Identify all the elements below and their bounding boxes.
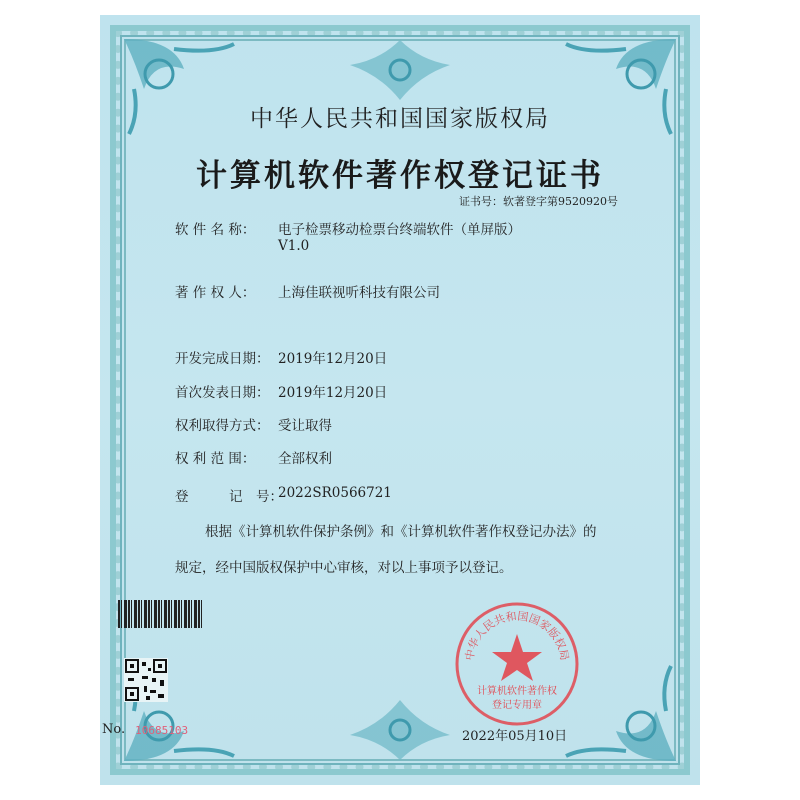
field-label: 权利取得方式： — [175, 418, 270, 434]
serial-number-label: No. — [102, 722, 126, 737]
certificate-number-value: 软著登字第9520920号 — [503, 195, 618, 208]
field-value: 2019年12月20日 — [278, 351, 388, 367]
serial-number-value: 10685103 — [135, 724, 189, 737]
field-value: 电子检票移动检票台终端软件（单屏版） — [278, 222, 521, 238]
field-development-date — [175, 347, 387, 367]
seal-top-text: 中华人民共和国国家版权局 — [462, 609, 572, 662]
seal-bottom-text-1: 计算机软件著作权 — [477, 686, 557, 697]
field-rights-scope — [175, 447, 332, 467]
seal-bottom-text-2: 登记专用章 — [492, 700, 542, 711]
field-publication-date — [175, 381, 387, 401]
top-center-ornament-icon — [340, 35, 460, 105]
field-copyright-owner — [175, 281, 440, 301]
field-registration-number — [175, 485, 392, 505]
field-label: 著 作 权 人： — [175, 285, 256, 301]
field-value: 2022SR0566721 — [278, 485, 392, 501]
field-value: 受让取得 — [278, 418, 332, 434]
field-value: 全部权利 — [278, 451, 332, 467]
statement-line-2: 规定，经中国版权保护中心审核，对以上事项予以登记。 — [175, 560, 513, 576]
field-label: 软 件 名 称： — [175, 222, 256, 238]
statement-paragraph — [175, 520, 635, 576]
certificate-title: 计算机软件著作权登记证书 — [196, 158, 604, 194]
field-software-name — [175, 218, 521, 254]
certificate-number-label: 证书号： — [459, 195, 503, 208]
field-label: 登 记 号： — [175, 489, 283, 505]
field-label: 权 利 范 围： — [175, 451, 256, 467]
field-value: 2019年12月20日 — [278, 385, 388, 401]
field-version: V1.0 — [278, 238, 310, 254]
field-value: 上海佳联视听科技有限公司 — [278, 285, 440, 301]
official-seal-icon — [453, 600, 581, 728]
issue-date: 2022年05月10日 — [462, 729, 568, 744]
serial-number — [102, 722, 188, 737]
field-label: 开发完成日期： — [175, 351, 270, 367]
certificate-sheet — [100, 15, 700, 785]
field-value-group — [278, 218, 521, 254]
qr-code-icon — [124, 658, 168, 702]
field-label: 首次发表日期： — [175, 385, 270, 401]
statement-line-1: 根据《计算机软件保护条例》和《计算机软件著作权登记办法》的 — [205, 524, 597, 540]
certificate-number — [459, 193, 618, 209]
barcode-icon — [118, 600, 204, 628]
issuer-title: 中华人民共和国国家版权局 — [250, 106, 550, 132]
bottom-center-ornament-icon — [340, 695, 460, 765]
field-acquisition-method — [175, 414, 332, 434]
